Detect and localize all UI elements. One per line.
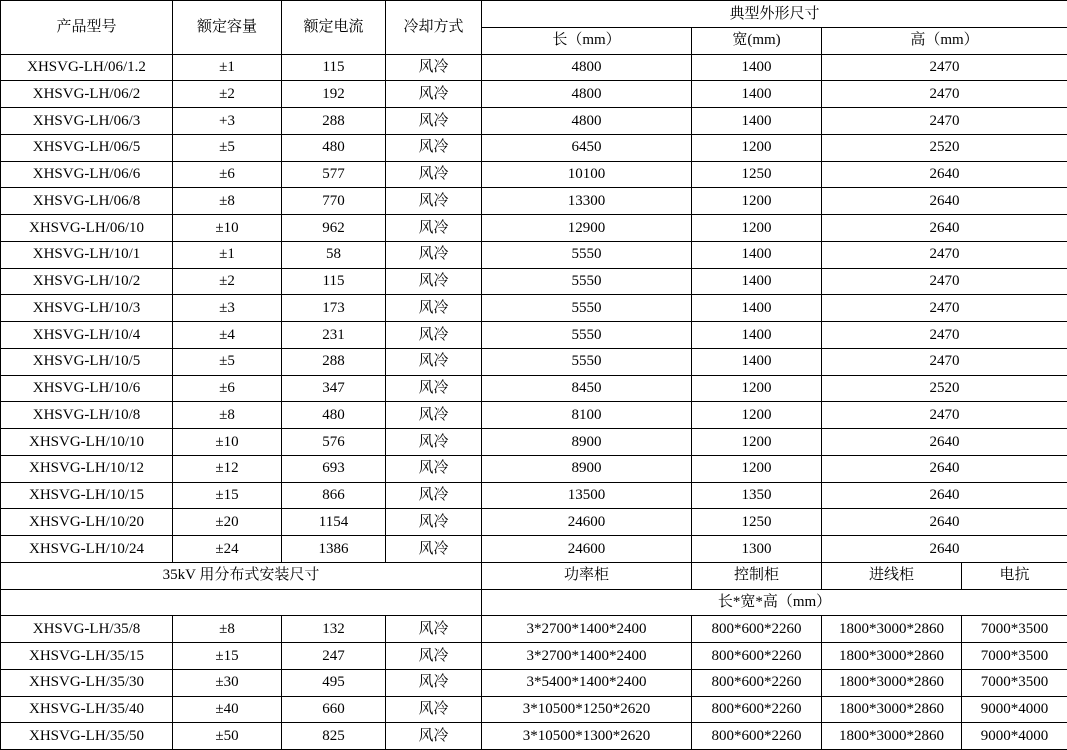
cell-capacity: ±12 xyxy=(173,455,282,482)
cell-capacity: ±50 xyxy=(173,723,282,750)
cell-height: 2640 xyxy=(822,429,1067,456)
cell-current: 962 xyxy=(282,215,386,242)
cell-power-cabinet: 3*2700*1400*2400 xyxy=(482,643,692,670)
cell-model: XHSVG-LH/10/8 xyxy=(1,402,173,429)
cell-capacity: ±8 xyxy=(173,188,282,215)
cell-width: 1400 xyxy=(692,108,822,135)
cell-capacity: ±2 xyxy=(173,81,282,108)
cell-capacity: +3 xyxy=(173,108,282,135)
cell-model: XHSVG-LH/10/6 xyxy=(1,375,173,402)
cell-capacity: ±15 xyxy=(173,643,282,670)
cell-capacity: ±15 xyxy=(173,482,282,509)
table-row xyxy=(1,643,1067,670)
cell-model: XHSVG-LH/06/3 xyxy=(1,108,173,135)
cell-current: 825 xyxy=(282,723,386,750)
cell-capacity: ±4 xyxy=(173,322,282,349)
cell-height: 2470 xyxy=(822,241,1067,268)
cell-height: 2640 xyxy=(822,188,1067,215)
cell-current: 173 xyxy=(282,295,386,322)
cell-capacity: ±6 xyxy=(173,375,282,402)
cell-capacity: ±40 xyxy=(173,696,282,723)
cell-incoming-cabinet: 1800*3000*2860 xyxy=(822,723,962,750)
cell-model: XHSVG-LH/10/2 xyxy=(1,268,173,295)
cell-model: XHSVG-LH/10/12 xyxy=(1,455,173,482)
table-row xyxy=(1,81,1067,108)
table-row xyxy=(1,669,1067,696)
cell-length: 5550 xyxy=(482,241,692,268)
cell-model: XHSVG-LH/10/15 xyxy=(1,482,173,509)
cell-cooling: 风冷 xyxy=(386,268,482,295)
cell-width: 1400 xyxy=(692,268,822,295)
header-width: 宽(mm) xyxy=(692,27,822,54)
cell-cooling: 风冷 xyxy=(386,81,482,108)
empty-cell xyxy=(1,589,482,616)
cell-current: 480 xyxy=(282,402,386,429)
cell-capacity: ±5 xyxy=(173,348,282,375)
cell-length: 24600 xyxy=(482,509,692,536)
cell-height: 2470 xyxy=(822,348,1067,375)
cell-cooling: 风冷 xyxy=(386,375,482,402)
cell-height: 2640 xyxy=(822,509,1067,536)
cell-model: XHSVG-LH/10/24 xyxy=(1,536,173,563)
cell-current: 288 xyxy=(282,108,386,135)
cell-model: XHSVG-LH/35/15 xyxy=(1,643,173,670)
cell-height: 2640 xyxy=(822,161,1067,188)
cell-width: 1200 xyxy=(692,215,822,242)
cell-length: 13500 xyxy=(482,482,692,509)
table-row xyxy=(1,268,1067,295)
cell-length: 5550 xyxy=(482,268,692,295)
header-model: 产品型号 xyxy=(1,1,173,55)
cell-current: 231 xyxy=(282,322,386,349)
cell-current: 247 xyxy=(282,643,386,670)
cell-model: XHSVG-LH/35/8 xyxy=(1,616,173,643)
cell-current: 192 xyxy=(282,81,386,108)
cell-current: 288 xyxy=(282,348,386,375)
cell-height: 2470 xyxy=(822,81,1067,108)
cell-incoming-cabinet: 1800*3000*2860 xyxy=(822,696,962,723)
cell-length: 10100 xyxy=(482,161,692,188)
cell-model: XHSVG-LH/10/4 xyxy=(1,322,173,349)
cell-capacity: ±1 xyxy=(173,241,282,268)
cell-length: 24600 xyxy=(482,536,692,563)
cell-cooling: 风冷 xyxy=(386,509,482,536)
cell-width: 1200 xyxy=(692,188,822,215)
table-row xyxy=(1,241,1067,268)
table-row xyxy=(1,134,1067,161)
cell-cooling: 风冷 xyxy=(386,134,482,161)
table-row xyxy=(1,215,1067,242)
cell-height: 2470 xyxy=(822,295,1067,322)
header-length: 长（mm） xyxy=(482,27,692,54)
cell-current: 576 xyxy=(282,429,386,456)
cell-length: 8900 xyxy=(482,455,692,482)
cell-control-cabinet: 800*600*2260 xyxy=(692,696,822,723)
cell-cooling: 风冷 xyxy=(386,669,482,696)
cell-cooling: 风冷 xyxy=(386,429,482,456)
cell-control-cabinet: 800*600*2260 xyxy=(692,723,822,750)
cell-power-cabinet: 3*10500*1250*2620 xyxy=(482,696,692,723)
table-row xyxy=(1,161,1067,188)
cell-capacity: ±6 xyxy=(173,161,282,188)
cell-height: 2470 xyxy=(822,268,1067,295)
cell-cooling: 风冷 xyxy=(386,215,482,242)
cell-model: XHSVG-LH/10/20 xyxy=(1,509,173,536)
cell-control-cabinet: 800*600*2260 xyxy=(692,643,822,670)
cell-current: 58 xyxy=(282,241,386,268)
table-row xyxy=(1,723,1067,750)
cell-cooling: 风冷 xyxy=(386,108,482,135)
cell-length: 4800 xyxy=(482,81,692,108)
cell-current: 577 xyxy=(282,161,386,188)
cell-reactor: 7000*3500 xyxy=(962,643,1067,670)
cell-reactor: 7000*3500 xyxy=(962,616,1067,643)
cell-control-cabinet: 800*600*2260 xyxy=(692,616,822,643)
cell-width: 1400 xyxy=(692,241,822,268)
table-row xyxy=(1,108,1067,135)
cell-model: XHSVG-LH/06/1.2 xyxy=(1,54,173,81)
cell-cooling: 风冷 xyxy=(386,616,482,643)
cell-incoming-cabinet: 1800*3000*2860 xyxy=(822,616,962,643)
header-height: 高（mm） xyxy=(822,27,1067,54)
table-row xyxy=(1,295,1067,322)
cell-height: 2640 xyxy=(822,536,1067,563)
cell-cooling: 风冷 xyxy=(386,723,482,750)
cell-capacity: ±3 xyxy=(173,295,282,322)
cell-height: 2470 xyxy=(822,402,1067,429)
cell-model: XHSVG-LH/10/5 xyxy=(1,348,173,375)
cell-capacity: ±10 xyxy=(173,215,282,242)
cell-model: XHSVG-LH/35/30 xyxy=(1,669,173,696)
table-row xyxy=(1,375,1067,402)
cell-width: 1250 xyxy=(692,161,822,188)
cell-width: 1200 xyxy=(692,455,822,482)
cell-current: 1386 xyxy=(282,536,386,563)
cell-length: 8100 xyxy=(482,402,692,429)
dimension-unit-label: 长*宽*高（mm） xyxy=(482,589,1067,616)
cell-capacity: ±20 xyxy=(173,509,282,536)
cell-model: XHSVG-LH/10/1 xyxy=(1,241,173,268)
cell-capacity: ±5 xyxy=(173,134,282,161)
cell-width: 1300 xyxy=(692,536,822,563)
cell-width: 1200 xyxy=(692,402,822,429)
cell-model: XHSVG-LH/06/8 xyxy=(1,188,173,215)
cell-width: 1400 xyxy=(692,348,822,375)
cell-reactor: 9000*4000 xyxy=(962,696,1067,723)
header-reactor: 电抗 xyxy=(962,562,1067,589)
cell-current: 1154 xyxy=(282,509,386,536)
cell-length: 5550 xyxy=(482,322,692,349)
cell-height: 2640 xyxy=(822,215,1067,242)
header-control-cabinet: 控制柜 xyxy=(692,562,822,589)
table-row xyxy=(1,536,1067,563)
cell-width: 1350 xyxy=(692,482,822,509)
cell-power-cabinet: 3*10500*1300*2620 xyxy=(482,723,692,750)
cell-height: 2520 xyxy=(822,134,1067,161)
table-row xyxy=(1,429,1067,456)
cell-height: 2470 xyxy=(822,108,1067,135)
cell-height: 2470 xyxy=(822,322,1067,349)
table-header-row-1 xyxy=(1,1,1067,28)
cell-current: 693 xyxy=(282,455,386,482)
cell-width: 1400 xyxy=(692,54,822,81)
cell-length: 4800 xyxy=(482,54,692,81)
section-35kv-unit-row xyxy=(1,589,1067,616)
cell-capacity: ±1 xyxy=(173,54,282,81)
section-35kv-title: 35kV 用分布式安装尺寸 xyxy=(1,562,482,589)
header-power-cabinet: 功率柜 xyxy=(482,562,692,589)
cell-length: 8900 xyxy=(482,429,692,456)
section-35kv-band-row xyxy=(1,562,1067,589)
header-current: 额定电流 xyxy=(282,1,386,55)
cell-cooling: 风冷 xyxy=(386,643,482,670)
cell-cooling: 风冷 xyxy=(386,322,482,349)
cell-control-cabinet: 800*600*2260 xyxy=(692,669,822,696)
header-capacity: 额定容量 xyxy=(173,1,282,55)
cell-length: 5550 xyxy=(482,348,692,375)
cell-cooling: 风冷 xyxy=(386,482,482,509)
cell-incoming-cabinet: 1800*3000*2860 xyxy=(822,643,962,670)
table-row xyxy=(1,348,1067,375)
cell-current: 770 xyxy=(282,188,386,215)
table-row xyxy=(1,616,1067,643)
header-incoming-cabinet: 进线柜 xyxy=(822,562,962,589)
cell-length: 8450 xyxy=(482,375,692,402)
cell-current: 480 xyxy=(282,134,386,161)
cell-current: 866 xyxy=(282,482,386,509)
cell-width: 1200 xyxy=(692,375,822,402)
cell-capacity: ±10 xyxy=(173,429,282,456)
cell-power-cabinet: 3*2700*1400*2400 xyxy=(482,616,692,643)
cell-current: 495 xyxy=(282,669,386,696)
table-row xyxy=(1,54,1067,81)
cell-length: 6450 xyxy=(482,134,692,161)
cell-height: 2640 xyxy=(822,455,1067,482)
cell-capacity: ±24 xyxy=(173,536,282,563)
cell-cooling: 风冷 xyxy=(386,455,482,482)
cell-cooling: 风冷 xyxy=(386,348,482,375)
cell-capacity: ±30 xyxy=(173,669,282,696)
cell-length: 4800 xyxy=(482,108,692,135)
cell-width: 1200 xyxy=(692,429,822,456)
cell-capacity: ±2 xyxy=(173,268,282,295)
cell-width: 1200 xyxy=(692,134,822,161)
header-cooling: 冷却方式 xyxy=(386,1,482,55)
cell-model: XHSVG-LH/35/40 xyxy=(1,696,173,723)
cell-width: 1400 xyxy=(692,295,822,322)
cell-current: 115 xyxy=(282,268,386,295)
cell-width: 1250 xyxy=(692,509,822,536)
cell-length: 5550 xyxy=(482,295,692,322)
cell-reactor: 7000*3500 xyxy=(962,669,1067,696)
cell-model: XHSVG-LH/06/5 xyxy=(1,134,173,161)
table-row xyxy=(1,509,1067,536)
cell-cooling: 风冷 xyxy=(386,295,482,322)
cell-reactor: 9000*4000 xyxy=(962,723,1067,750)
header-dimensions-group: 典型外形尺寸 xyxy=(482,1,1067,28)
cell-cooling: 风冷 xyxy=(386,536,482,563)
cell-power-cabinet: 3*5400*1400*2400 xyxy=(482,669,692,696)
cell-model: XHSVG-LH/35/50 xyxy=(1,723,173,750)
cell-model: XHSVG-LH/10/10 xyxy=(1,429,173,456)
cell-height: 2640 xyxy=(822,482,1067,509)
cell-height: 2520 xyxy=(822,375,1067,402)
cell-cooling: 风冷 xyxy=(386,188,482,215)
cell-current: 132 xyxy=(282,616,386,643)
cell-width: 1400 xyxy=(692,81,822,108)
cell-model: XHSVG-LH/06/6 xyxy=(1,161,173,188)
table-row xyxy=(1,402,1067,429)
cell-incoming-cabinet: 1800*3000*2860 xyxy=(822,669,962,696)
cell-current: 347 xyxy=(282,375,386,402)
cell-cooling: 风冷 xyxy=(386,241,482,268)
cell-width: 1400 xyxy=(692,322,822,349)
table-row xyxy=(1,322,1067,349)
cell-length: 13300 xyxy=(482,188,692,215)
cell-current: 115 xyxy=(282,54,386,81)
cell-cooling: 风冷 xyxy=(386,402,482,429)
table-row xyxy=(1,696,1067,723)
table-row xyxy=(1,188,1067,215)
cell-current: 660 xyxy=(282,696,386,723)
cell-capacity: ±8 xyxy=(173,616,282,643)
cell-cooling: 风冷 xyxy=(386,161,482,188)
table-row xyxy=(1,455,1067,482)
cell-length: 12900 xyxy=(482,215,692,242)
cell-height: 2470 xyxy=(822,54,1067,81)
cell-model: XHSVG-LH/06/2 xyxy=(1,81,173,108)
cell-cooling: 风冷 xyxy=(386,54,482,81)
cell-cooling: 风冷 xyxy=(386,696,482,723)
cell-model: XHSVG-LH/10/3 xyxy=(1,295,173,322)
table-row xyxy=(1,482,1067,509)
cell-capacity: ±8 xyxy=(173,402,282,429)
cell-model: XHSVG-LH/06/10 xyxy=(1,215,173,242)
